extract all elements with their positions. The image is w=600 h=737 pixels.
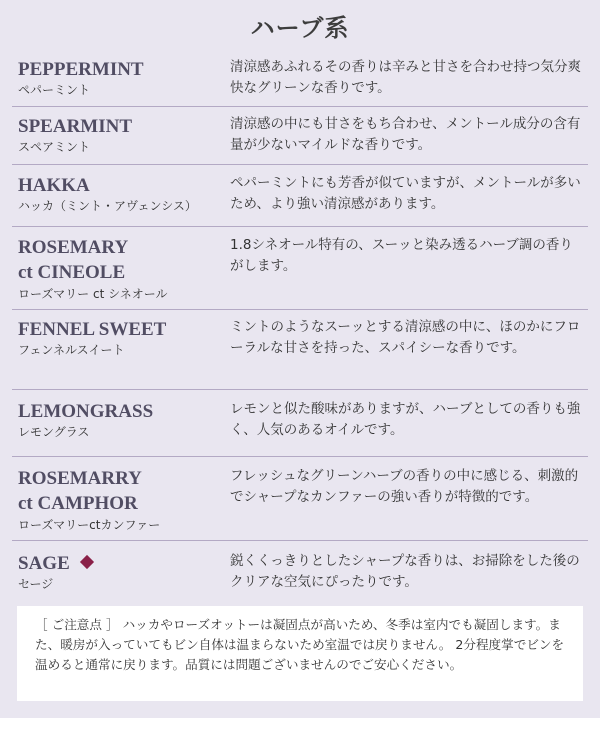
herb-description: 清涼感あふれるその香りは辛みと甘さを合わせ持つ気分爽快なグリーンな香りです。 [230, 59, 581, 96]
herb-name: SPEARMINT [18, 116, 133, 137]
herb-description: レモンと似た酸味がありますが、ハーブとしての香りも強く、人気のあるオイルです。 [230, 401, 581, 438]
divider [12, 456, 588, 457]
herb-name [18, 551, 92, 576]
divider [12, 309, 588, 310]
herb-kana: セージ [18, 577, 54, 591]
divider [12, 106, 588, 107]
diamond-icon [80, 555, 94, 569]
divider [12, 389, 588, 390]
herb-kana: ローズマリーctカンファー [18, 518, 161, 532]
herb-description: 1.8シネオール特有の、スーッと染み透るハーブ調の香りがします。 [230, 237, 573, 274]
herb-kana: ペパーミント [18, 83, 91, 97]
divider [12, 540, 588, 541]
herb-kana: ローズマリー ct シネオール [18, 287, 168, 301]
herb-kana: スペアミント [18, 140, 91, 154]
divider [12, 164, 588, 165]
herb-name: PEPPERMINT [18, 59, 144, 80]
herb-description: ペパーミントにも芳香が似ていますが、メントールが多いため、より強い清涼感があります。 [230, 175, 581, 212]
herb-description: ミントのようなスーッとする清涼感の中に、ほのかにフローラルな甘さを持った、スパイシーな香りです。 [230, 319, 581, 356]
herb-description: 鋭くくっきりとしたシャープな香りは、お掃除をした後のクリアな空気にぴったりです。 [230, 553, 580, 590]
herb-description: 清涼感の中にも甘さをもち合わせ、メントール成分の含有量が少ないマイルドな香りです。 [230, 116, 581, 153]
divider [12, 226, 588, 227]
herb-kana: フェンネルスイート [18, 343, 125, 357]
page-title: ハーブ系 [250, 13, 350, 42]
herb-name: HAKKA [18, 175, 90, 196]
notice-text: ［ ご注意点 ］ ハッカやローズオットーは凝固点が高いため、冬季は室内でも凝固します。また、暖房が入っていてもビン自体は温まらないため室温では戻りません。 2分程度掌でビンを温めると通常に戻ります。品質には問題ございませんのでご安心ください。 [35, 617, 565, 672]
herb-name: LEMONGRASS [18, 401, 154, 422]
herb-name: FENNEL SWEET [18, 319, 167, 340]
herb-name-line2: ct CAMPHOR [18, 493, 138, 514]
herb-kana: ハッカ（ミント・アヴェンシス） [18, 199, 197, 213]
herb-description: フレッシュなグリーンハーブの香りの中に感じる、刺激的でシャープなカンファーの強い香りが特徴的です。 [230, 468, 579, 505]
herb-name-line2: ct CINEOLE [18, 262, 126, 283]
herb-name: ROSEMARY [18, 237, 129, 258]
herb-kana: レモングラス [18, 425, 90, 439]
herb-name: ROSEMARRY [18, 468, 142, 489]
herb-name-text: SAGE [18, 553, 70, 574]
notice-box [17, 606, 583, 701]
